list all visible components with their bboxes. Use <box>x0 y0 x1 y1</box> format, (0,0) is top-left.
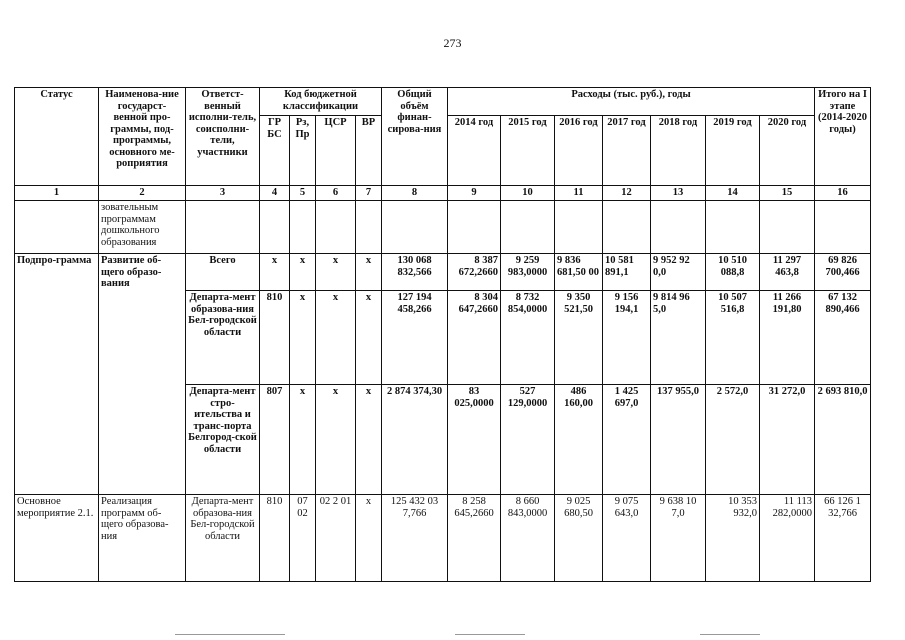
column-number: 3 <box>186 186 260 201</box>
cell-year-2016: 9 350 521,50 <box>555 291 603 385</box>
cell-responsible: Всего <box>186 254 260 291</box>
header-year-2017: 2017 год <box>603 116 651 186</box>
header-year-2020: 2020 год <box>760 116 815 186</box>
column-number: 12 <box>603 186 651 201</box>
cell-year-2020: 11 113 282,0000 <box>760 495 815 582</box>
cell-grbs: 807 <box>260 385 290 495</box>
column-number: 8 <box>382 186 448 201</box>
cell-grbs: 810 <box>260 291 290 385</box>
cell-csr: х <box>316 385 356 495</box>
cell-responsible <box>186 201 260 254</box>
table-row <box>15 254 871 291</box>
cell-itogo: 2 693 810,0 <box>815 385 871 495</box>
cell-year-2016 <box>555 201 603 254</box>
header-rzpr: Рз, Пр <box>290 116 316 186</box>
scan-artifact <box>700 634 760 635</box>
cell-rzpr: 07 02 <box>290 495 316 582</box>
cell-year-2020: 11 297 463,8 <box>760 254 815 291</box>
column-number: 15 <box>760 186 815 201</box>
header-grbs: ГР БС <box>260 116 290 186</box>
header-budget-code: Код бюджетной классификации <box>260 88 382 116</box>
column-number: 13 <box>651 186 706 201</box>
cell-year-2014: 8 258 645,2660 <box>448 495 501 582</box>
table-row <box>15 495 871 582</box>
cell-year-2019: 2 572,0 <box>706 385 760 495</box>
cell-year-2018: 9 952 92 0,0 <box>651 254 706 291</box>
cell-grbs: 810 <box>260 495 290 582</box>
column-number: 11 <box>555 186 603 201</box>
column-number: 4 <box>260 186 290 201</box>
budget-table <box>14 87 871 582</box>
scan-artifact <box>455 634 525 635</box>
cell-year-2017 <box>603 201 651 254</box>
cell-year-2014: 8 387 672,2660 <box>448 254 501 291</box>
cell-vr: х <box>356 291 382 385</box>
page-number: 273 <box>443 36 462 50</box>
cell-year-2019 <box>706 201 760 254</box>
cell-itogo: 69 826 700,466 <box>815 254 871 291</box>
cell-csr: х <box>316 254 356 291</box>
cell-csr <box>316 201 356 254</box>
cell-year-2020 <box>760 201 815 254</box>
cell-year-2015: 527 129,0000 <box>501 385 555 495</box>
cell-csr: х <box>316 291 356 385</box>
cell-year-2018: 9 638 10 7,0 <box>651 495 706 582</box>
cell-status: Основное мероприятие 2.1. <box>15 495 99 582</box>
header-csr: ЦСР <box>316 116 356 186</box>
column-number: 5 <box>290 186 316 201</box>
column-number: 6 <box>316 186 356 201</box>
cell-rzpr: х <box>290 254 316 291</box>
cell-grbs: х <box>260 254 290 291</box>
cell-year-2020: 31 272,0 <box>760 385 815 495</box>
cell-itogo: 67 132 890,466 <box>815 291 871 385</box>
column-number: 14 <box>706 186 760 201</box>
cell-year-2015: 8 732 854,0000 <box>501 291 555 385</box>
cell-vr: х <box>356 254 382 291</box>
header-status: Статус <box>15 88 99 186</box>
cell-total: 127 194 458,266 <box>382 291 448 385</box>
cell-total: 125 432 03 7,766 <box>382 495 448 582</box>
column-number: 1 <box>15 186 99 201</box>
column-number: 2 <box>99 186 186 201</box>
cell-responsible: Департа-мент стро-ительства и транс-порта Белгород-ской области <box>186 385 260 495</box>
column-number: 7 <box>356 186 382 201</box>
cell-year-2019: 10 353 932,0 <box>706 495 760 582</box>
cell-year-2014: 83 025,0000 <box>448 385 501 495</box>
cell-rzpr <box>290 201 316 254</box>
header-expenses: Расходы (тыс. руб.), годы <box>448 88 815 116</box>
header-year-2015: 2015 год <box>501 116 555 186</box>
cell-name: Реализация программ об-щего образова-ния <box>99 495 186 582</box>
cell-year-2019: 10 507 516,8 <box>706 291 760 385</box>
cell-name: зовательным программам дошкольного образования <box>99 201 186 254</box>
cell-year-2017: 10 581 891,1 <box>603 254 651 291</box>
cell-rzpr: х <box>290 291 316 385</box>
column-number-row <box>15 186 871 201</box>
cell-year-2019: 10 510 088,8 <box>706 254 760 291</box>
cell-itogo: 66 126 1 32,766 <box>815 495 871 582</box>
cell-year-2014: 8 304 647,2660 <box>448 291 501 385</box>
cell-total: 130 068 832,566 <box>382 254 448 291</box>
table-row <box>15 201 871 254</box>
cell-vr <box>356 201 382 254</box>
cell-year-2017: 9 156 194,1 <box>603 291 651 385</box>
cell-responsible: Департа-мент образова-ния Бел-городской области <box>186 291 260 385</box>
cell-year-2018: 9 814 96 5,0 <box>651 291 706 385</box>
cell-year-2017: 9 075 643,0 <box>603 495 651 582</box>
column-number: 9 <box>448 186 501 201</box>
cell-year-2017: 1 425 697,0 <box>603 385 651 495</box>
cell-year-2016: 486 160,00 <box>555 385 603 495</box>
cell-year-2016: 9 025 680,50 <box>555 495 603 582</box>
header-year-2014: 2014 год <box>448 116 501 186</box>
header-vr: ВР <box>356 116 382 186</box>
cell-year-2018 <box>651 201 706 254</box>
cell-status <box>15 201 99 254</box>
cell-grbs <box>260 201 290 254</box>
cell-year-2015: 8 660 843,0000 <box>501 495 555 582</box>
header-year-2019: 2019 год <box>706 116 760 186</box>
cell-itogo <box>815 201 871 254</box>
cell-responsible: Департа-мент образова-ния Бел-городской области <box>186 495 260 582</box>
header-name: Наименова-ние государст-венной про-граммы, под-программы, основного ме-роприятия <box>99 88 186 186</box>
scan-artifact <box>175 634 285 635</box>
cell-year-2016: 9 836 681,50 00 <box>555 254 603 291</box>
cell-total: 2 874 374,30 <box>382 385 448 495</box>
header-total: Общий объём финан-сирова-ния <box>382 88 448 186</box>
column-number: 10 <box>501 186 555 201</box>
cell-year-2020: 11 266 191,80 <box>760 291 815 385</box>
cell-name: Развитие об-щего образо-вания <box>99 254 186 495</box>
cell-total <box>382 201 448 254</box>
column-number: 16 <box>815 186 871 201</box>
cell-csr: 02 2 01 <box>316 495 356 582</box>
header-itogo: Итого на I этапе (2014-2020 годы) <box>815 88 871 186</box>
cell-year-2018: 137 955,0 <box>651 385 706 495</box>
header-year-2016: 2016 год <box>555 116 603 186</box>
cell-rzpr: х <box>290 385 316 495</box>
cell-status: Подпро-грамма <box>15 254 99 495</box>
cell-year-2015 <box>501 201 555 254</box>
cell-year-2015: 9 259 983,0000 <box>501 254 555 291</box>
cell-year-2014 <box>448 201 501 254</box>
cell-vr: х <box>356 495 382 582</box>
header-responsible: Ответст-венный исполни-тель, соисполни-тели, участники <box>186 88 260 186</box>
cell-vr: х <box>356 385 382 495</box>
header-year-2018: 2018 год <box>651 116 706 186</box>
